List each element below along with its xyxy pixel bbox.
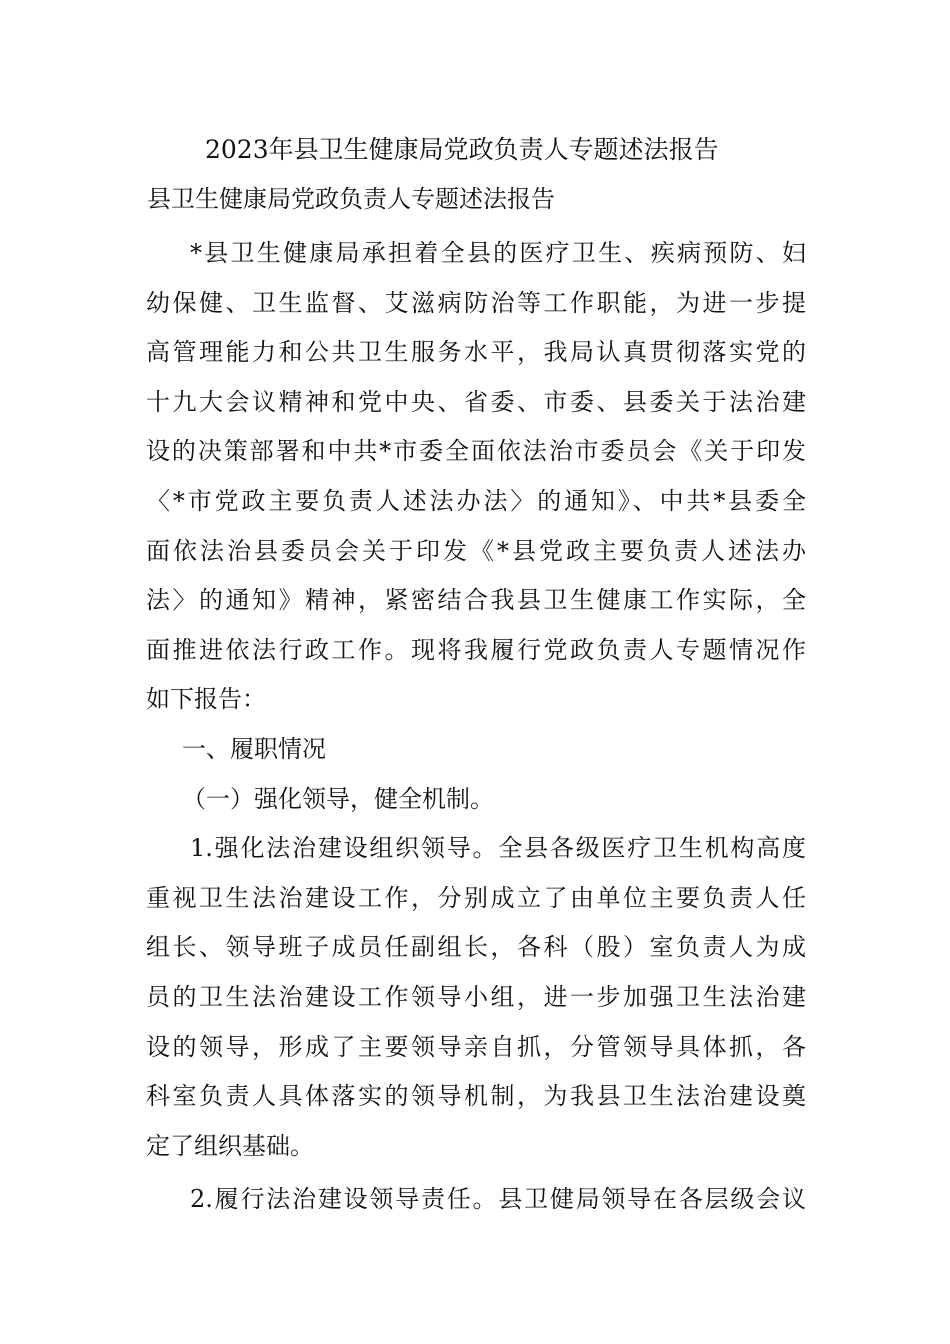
item-2-paragraph [146, 1175, 806, 1225]
text-line: 如下报告： [146, 685, 266, 714]
text-line: 设的决策部署和中共*市委全面依法治市委员会《关于印发 [146, 437, 806, 466]
item-1-paragraph [146, 824, 806, 1171]
document-title: 2023年县卫生健康局党政负责人专题述法报告 [205, 135, 719, 164]
text-line: 〈*市党政主要负责人述法办法〉的通知》、中共*县委全 [146, 486, 806, 515]
text-line: 高管理能力和公共卫生服务水平，我局认真贯彻落实党的 [146, 338, 806, 367]
text-line: 幼保健、卫生监督、艾滋病防治等工作职能，为进一步提 [146, 288, 806, 317]
document-subtitle: 县卫生健康局党政负责人专题述法报告 [147, 185, 555, 213]
intro-paragraph [146, 229, 806, 725]
text-line: 十九大会议精神和党中央、省委、市委、县委关于法治建 [146, 387, 806, 416]
text-line: 重视卫生法治建设工作，分别成立了由单位主要负责人任 [146, 883, 806, 912]
text-line: 员的卫生法治建设工作领导小组，进一步加强卫生法治建 [146, 982, 806, 1011]
text-line: 2.履行法治建设领导责任。县卫健局领导在各层级会议 [190, 1185, 806, 1214]
text-line: 法〉的通知》精神，紧密结合我县卫生健康工作实际，全 [146, 586, 806, 615]
text-line: 1.强化法治建设组织领导。全县各级医疗卫生机构高度 [190, 834, 806, 863]
text-line: 面依法治县委员会关于印发《*县党政主要负责人述法办 [146, 536, 806, 565]
document-body [146, 229, 806, 1225]
subsection-heading: （一）强化领导，健全机制。 [182, 784, 494, 813]
text-line: 定了组织基础。 [146, 1131, 314, 1160]
text-line: 面推进依法行政工作。现将我履行党政负责人专题情况作 [146, 635, 806, 664]
text-line: 组长、领导班子成员任副组长，各科（股）室负责人为成 [146, 933, 806, 962]
text-line: *县卫生健康局承担着全县的医疗卫生、疾病预防、妇 [190, 239, 806, 267]
text-line: 设的领导，形成了主要领导亲自抓，分管领导具体抓，各 [146, 1032, 806, 1061]
section-heading: 一、履职情况 [182, 734, 326, 763]
text-line: 科室负责人具体落实的领导机制，为我县卫生法治建设奠 [146, 1082, 806, 1111]
